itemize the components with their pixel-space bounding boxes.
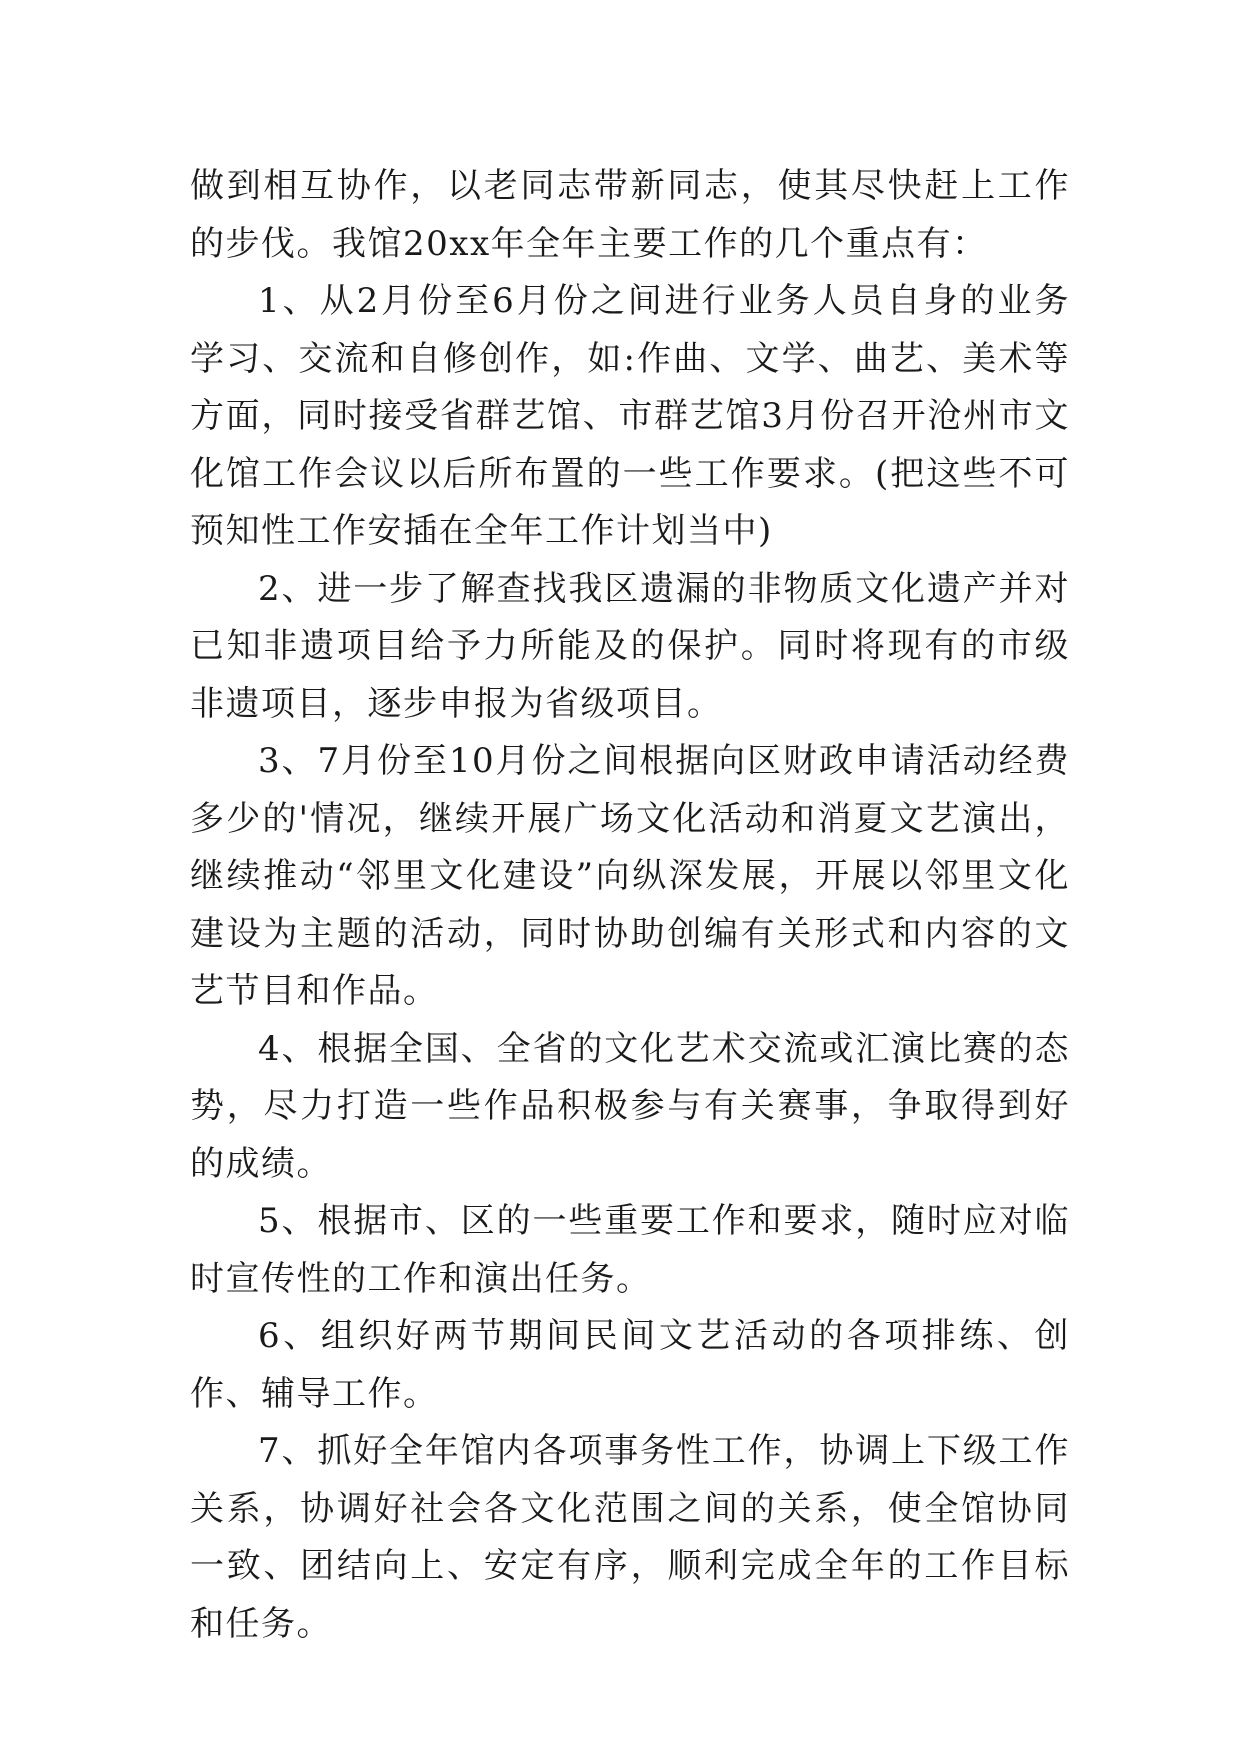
paragraph-item-3: 3、7月份至10月份之间根据向区财政申请活动经费多少的'情况，继续开展广场文化活动和消夏文艺演出，继续推动“邻里文化建设”向纵深发展，开展以邻里文化建设为主题的活动，同时协助创编有关形式和内容的文艺节目和作品。 [190,741,1070,1011]
paragraph-continuation: 做到相互协作，以老同志带新同志，使其尽快赶上工作的步伐。我馆20xx年全年主要工作的几个重点有： [190,166,1070,264]
document-page [190,158,1070,1653]
paragraph-item-5: 5、根据市、区的一些重要工作和要求，随时应对临时宣传性的工作和演出任务。 [190,1201,1070,1299]
paragraph-item-4: 4、根据全国、全省的文化艺术交流或汇演比赛的态势，尽力打造一些作品积极参与有关赛事，争取得到好的成绩。 [190,1028,1070,1184]
paragraph-item-6: 6、组织好两节期间民间文艺活动的各项排练、创作、辅导工作。 [190,1316,1070,1414]
paragraph-item-2: 2、进一步了解查找我区遗漏的非物质文化遗产并对已知非遗项目给予力所能及的保护。同时将现有的市级非遗项目，逐步申报为省级项目。 [190,568,1070,724]
paragraph-item-1: 1、从2月份至6月份之间进行业务人员自身的业务学习、交流和自修创作，如:作曲、文学、曲艺、美术等方面，同时接受省群艺馆、市群艺馆3月份召开沧州市文化馆工作会议以后所布置的一些工作要求。(把这些不可预知性工作安插在全年工作计划当中) [190,281,1070,551]
paragraph-item-7: 7、抓好全年馆内各项事务性工作，协调上下级工作关系，协调好社会各文化范围之间的关系，使全馆协同一致、团结向上、安定有序，顺利完成全年的工作目标和任务。 [190,1431,1070,1644]
